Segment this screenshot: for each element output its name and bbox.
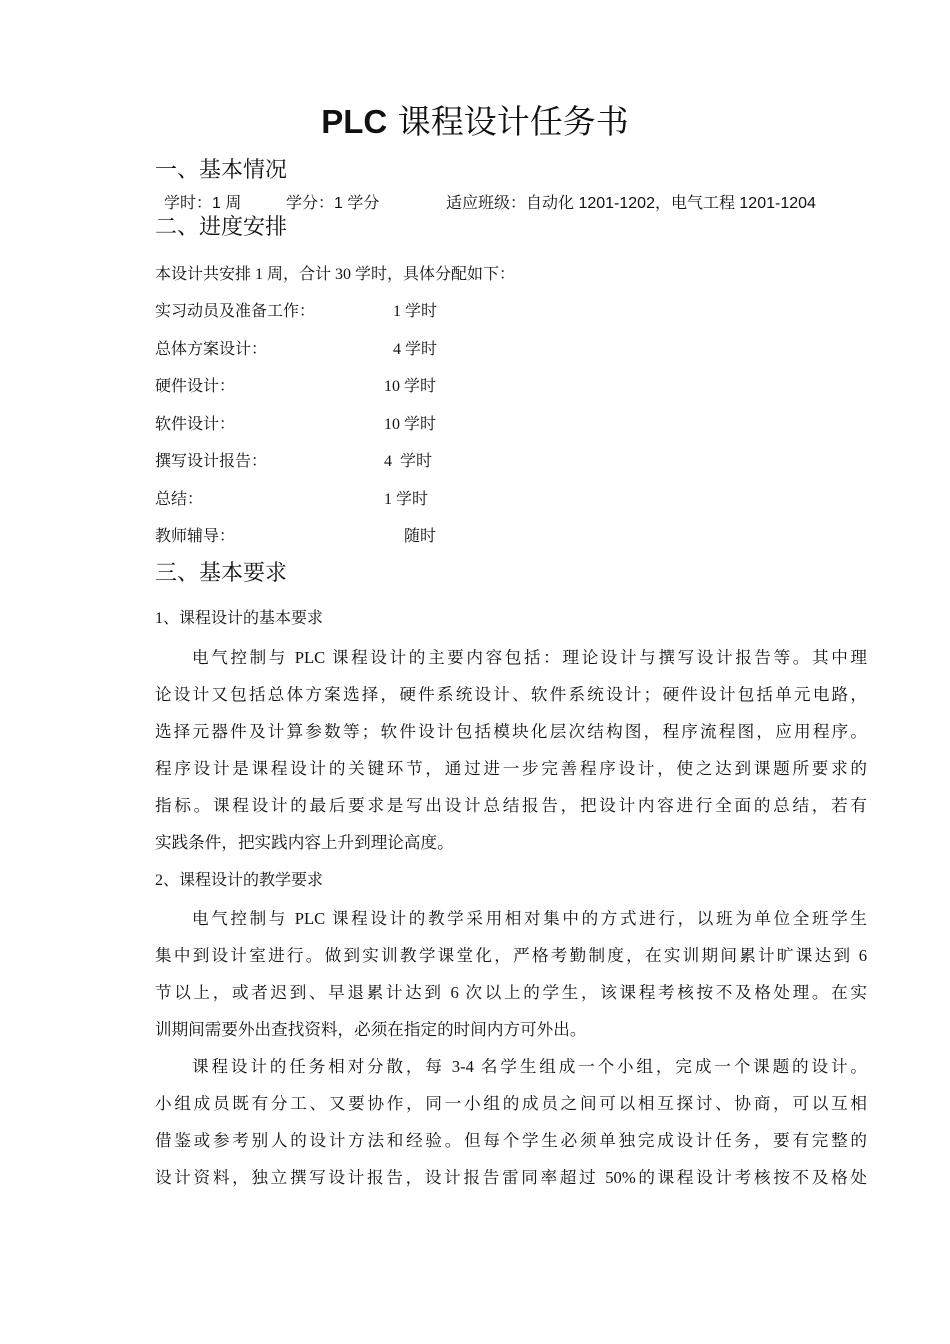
section-heading-schedule: 二、进度安排 (155, 215, 288, 240)
paragraph-line: 电气控制与 PLC 课程设计的主要内容包括：理论设计与撰写设计报告等。其中理 (192, 648, 867, 667)
paragraph-line: 课程设计的任务相对分散，每 3-4 名学生组成一个小组，完成一个课题的设计。 (192, 1057, 867, 1076)
paragraph-line: 集中到设计室进行。做到实训教学课堂化，严格考勤制度，在实训期间累计旷课达到 6 (155, 946, 867, 965)
paragraph-line: 电气控制与 PLC 课程设计的教学采用相对集中的方式进行，以班为单位全班学生 (192, 909, 867, 928)
schedule-value: 随时 (404, 528, 437, 545)
paragraph-line: 选择元器件及计算参数等；软件设计包括模块化层次结构图，程序流程图，应用程序。 (155, 722, 867, 741)
schedule-label: 撰写设计报告： (155, 453, 268, 470)
schedule-label: 硬件设计： (155, 378, 236, 395)
schedule-label: 实习动员及准备工作： (155, 303, 316, 320)
basic-info-hours: 学时：1 周 (164, 195, 242, 212)
paragraph-line: 节以上，或者迟到、早退累计达到 6 次以上的学生，该课程考核按不及格处理。在实 (155, 983, 867, 1002)
subsection-title-teaching-requirements: 2、课程设计的教学要求 (155, 872, 324, 889)
paragraph-line: 训期间需要外出查找资料，必须在指定的时间内方可外出。 (155, 1020, 587, 1039)
schedule-intro: 本设计共安排 1 周，合计 30 学时，具体分配如下： (155, 266, 516, 283)
basic-info-credits: 学分：1 学分 (286, 195, 380, 212)
paragraph-line: 实践条件，把实践内容上升到理论高度。 (155, 833, 454, 852)
page-title (0, 100, 950, 144)
title-cjk: 课程设计任务书 (397, 102, 629, 141)
schedule-value: 10 学时 (384, 416, 437, 433)
schedule-label: 软件设计： (155, 416, 236, 433)
schedule-value: 1 学时 (393, 303, 438, 320)
paragraph-line: 程序设计是课程设计的关键环节，通过进一步完善程序设计，使之达到课题所要求的 (155, 759, 867, 778)
paragraph-line: 论设计又包括总体方案选择，硬件系统设计、软件系统设计；硬件设计包括单元电路， (155, 685, 867, 704)
paragraph-line: 借鉴或参考别人的设计方法和经验。但每个学生必须单独完成设计任务，要有完整的 (155, 1131, 867, 1150)
section-heading-requirements: 三、基本要求 (155, 561, 288, 586)
paragraph-line: 小组成员既有分工、又要协作，同一小组的成员之间可以相互探讨、协商，可以互相 (155, 1094, 867, 1113)
schedule-value: 1 学时 (384, 491, 429, 508)
section-heading-basic: 一、基本情况 (155, 158, 288, 183)
paragraph-line: 设计资料，独立撰写设计报告，设计报告雷同率超过 50%的课程设计考核按不及格处 (155, 1168, 867, 1187)
paragraph-line: 指标。课程设计的最后要求是写出设计总结报告，把设计内容进行全面的总结，若有 (155, 796, 867, 815)
schedule-label: 总体方案设计： (155, 341, 268, 358)
subsection-title-basic-requirements: 1、课程设计的基本要求 (155, 610, 324, 627)
basic-info-classes: 适应班级：自动化 1201-1202，电气工程 1201-1204 (446, 195, 816, 212)
schedule-value: 4 学时 (393, 341, 438, 358)
schedule-label: 总结： (155, 491, 204, 508)
title-latin: PLC (321, 103, 388, 140)
schedule-label: 教师辅导： (155, 528, 236, 545)
schedule-value: 10 学时 (384, 378, 437, 395)
schedule-value: 4 学时 (384, 453, 433, 470)
